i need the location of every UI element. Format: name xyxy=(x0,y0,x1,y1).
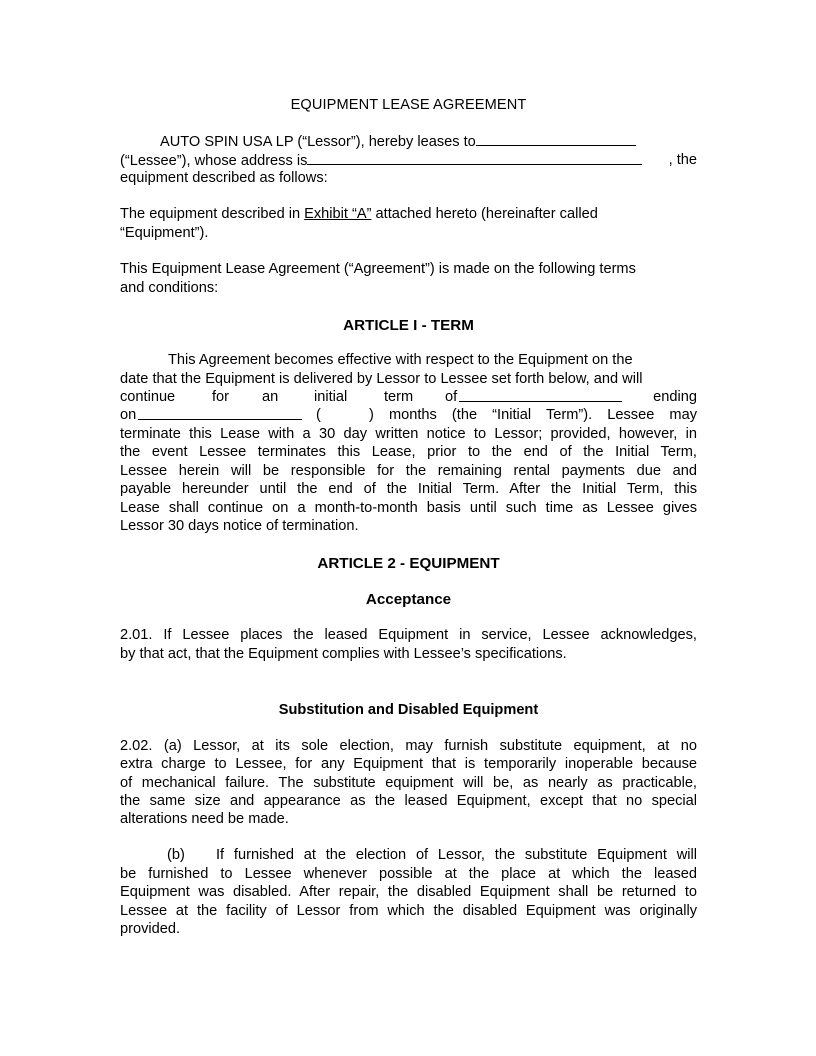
term-word-continue: continue xyxy=(120,389,176,405)
lessee-address-blank[interactable] xyxy=(307,151,642,165)
term-word-on: on xyxy=(120,407,137,423)
section-202b-line-3: Equipment was disabled. After repair, the disabled Equipment shall be returned to xyxy=(120,884,697,900)
term-word-initial: initial xyxy=(314,389,348,405)
article-1-line-7: Lessee herein will be responsible for the remaining rental payments due and xyxy=(120,463,697,479)
equipment-line-2: “Equipment”). xyxy=(120,225,209,241)
document-title: EQUIPMENT LEASE AGREEMENT xyxy=(290,97,527,113)
term-word-an: an xyxy=(262,389,279,405)
term-word-of: of xyxy=(445,389,458,405)
intro-line-3: equipment described as follows: xyxy=(120,170,328,186)
lessee-name-blank[interactable] xyxy=(476,132,636,146)
intro-line-1 xyxy=(160,132,700,151)
article-1-line-5: terminate this Lease with a 30 day written notice to Lessor; provided, however, in xyxy=(120,426,697,442)
agreement-line-2: and conditions: xyxy=(120,280,219,296)
term-word-ending: ending xyxy=(653,389,697,405)
section-202b-label: (b) xyxy=(167,847,185,863)
section-202b-line-5: provided. xyxy=(120,921,181,937)
end-date-blank[interactable] xyxy=(138,406,302,420)
section-202b-text-1: If furnished at the election of Lessor, the substitute Equipment will xyxy=(216,847,697,863)
article-1-line-8: payable hereunder until the end of the Initial Term. After the Initial Term, this xyxy=(120,481,697,497)
section-201-line-1: 2.01. If Lessee places the leased Equipment in service, Lessee acknowledges, xyxy=(120,627,697,643)
intro-text-1: AUTO SPIN USA LP (“Lessor”), hereby leases to xyxy=(160,134,476,150)
term-word-for: for xyxy=(212,389,230,405)
section-201-line-2: by that act, that the Equipment complies with Lessee’s specifications. xyxy=(120,646,567,662)
exhibit-a-link[interactable]: Exhibit “A” xyxy=(304,206,372,222)
months-open-paren: ( xyxy=(316,407,321,423)
term-length-blank[interactable] xyxy=(459,388,622,402)
section-202a-line-4: the same size and appearance as the leased Equipment, except that no special xyxy=(120,793,697,809)
article-1-line-1: This Agreement becomes effective with respect to the Equipment on the xyxy=(168,352,633,368)
section-202a-line-2: extra charge to Lessee, for any Equipment that is temporarily inoperable because xyxy=(120,756,697,772)
article-1-line-10: Lessor 30 days notice of termination. xyxy=(120,518,359,534)
substitution-heading: Substitution and Disabled Equipment xyxy=(278,702,539,718)
article-1-line-9: Lease shall continue on a month-to-month basis until such time as Lessee gives xyxy=(120,500,697,516)
section-202a-line-3: of mechanical failure. The substitute equipment will be, as nearly as practicable, xyxy=(120,775,697,791)
article-2-heading: ARTICLE 2 - EQUIPMENT xyxy=(317,555,500,572)
acceptance-heading: Acceptance xyxy=(365,591,452,608)
initial-term-text: ) months (the “Initial Term”). Lessee may xyxy=(369,407,697,423)
intro-line-2 xyxy=(120,151,697,170)
section-202a-line-5: alterations need be made. xyxy=(120,811,289,827)
intro-text-2: (“Lessee”), whose address is xyxy=(120,153,308,169)
term-word-term: term xyxy=(384,389,414,405)
intro-text-2b: , the xyxy=(668,152,697,168)
article-1-line-2: date that the Equipment is delivered by Lessor to Lessee set forth below, and will xyxy=(120,371,643,387)
section-202a-line-1: 2.02. (a) Lessor, at its sole election, may furnish substitute equipment, at no xyxy=(120,738,697,754)
article-1-line-6: the event Lessee terminates this Lease, prior to the end of the Initial Term, xyxy=(120,444,697,460)
agreement-line-1: This Equipment Lease Agreement (“Agreement”) is made on the following terms xyxy=(120,261,636,277)
equipment-text-1b: attached hereto (hereinafter called xyxy=(371,206,598,222)
article-1-heading: ARTICLE I - TERM xyxy=(343,317,474,334)
section-202b-line-2: be furnished to Lessee whenever possible at the place at which the leased xyxy=(120,866,697,882)
equipment-line-1 xyxy=(120,205,697,223)
section-202b-line-4: Lessee at the facility of Lessor from which the disabled Equipment was originally xyxy=(120,903,697,919)
equipment-text-1a: The equipment described in xyxy=(120,206,305,222)
